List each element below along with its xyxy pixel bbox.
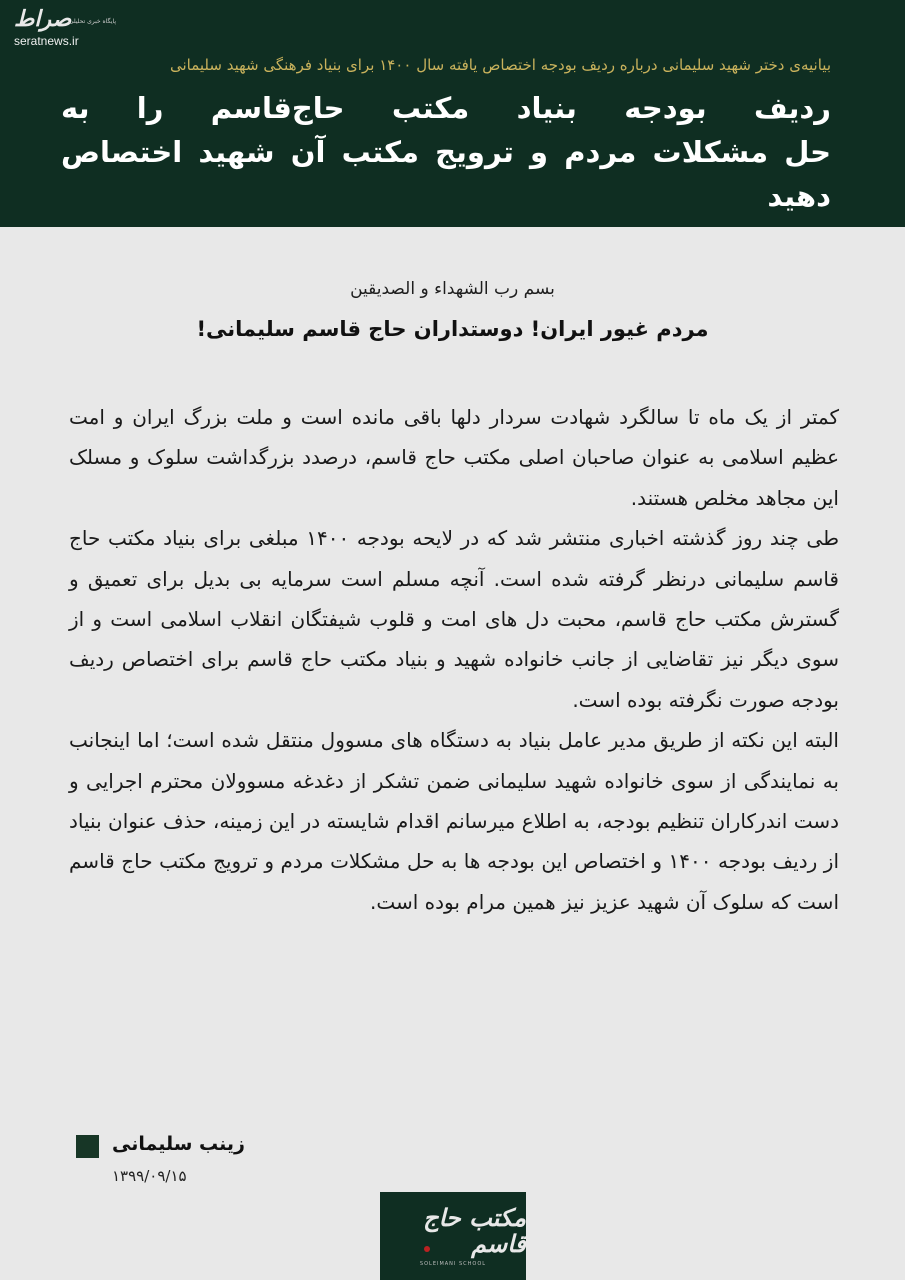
footer-logo-caption: SOLEIMANI SCHOOL <box>419 1261 487 1267</box>
signature-date: ۱۳۹۹/۰۹/۱۵ <box>112 1167 187 1185</box>
header-title-line-2: حل مشکلات مردم و ترویج مکتب آن شهید اختصاص دهید <box>61 135 831 213</box>
paragraph-2: طی چند روز گذشته اخباری منتشر شد که در لایحه بودجه ۱۴۰۰ مبلغی برای بنیاد مکتب حاج قاسم سلیمانی درنظر گرفته شده است. آنچه مسلم است سرمایه بی بدیل برای تعمیق و گسترش مکتب حاج قاسم، محبت دل های امت و قلوب شیفتگان انقلاب اسلامی است و از سوی دیگر نیز تقاضایی از جانب خانواده شهید و بنیاد مکتب حاج قاسم برای اختصاص ردیف بودجه صورت نگرفته بوده است. <box>69 526 839 712</box>
header-banner <box>0 0 905 227</box>
paragraph-3: البته این نکته از طریق مدیر عامل بنیاد به دستگاه های مسوول منتقل شده است؛ اما اینجانب به نمایندگی از سوی خانواده شهید سلیمانی ضمن تشکر از دغدغه مسوولان محترم اجرایی و دست اندرکاران تنظیم بودجه، به اطلاع میرسانم اقدام شایسته در این زمینه، حذف عنوان بنیاد از ردیف بودجه ۱۴۰۰ و اختصاص این بودجه ها به حل مشکلات مردم و ترویج مکتب حاج قاسم است که سلوک آن شهید عزیز نیز همین مرام بوده است. <box>69 728 840 914</box>
soleimani-school-logo-mark: مکتب حاج قاسم <box>423 1203 526 1258</box>
header-title <box>61 86 831 218</box>
brand-logo[interactable] <box>14 8 124 48</box>
serat-logo-mark: صراط <box>14 6 72 32</box>
brand-tagline: پایگاه خبری تحلیلی <box>68 18 116 25</box>
footer-logo-dot-icon <box>424 1246 430 1252</box>
signature-square-icon <box>76 1135 99 1158</box>
letter-body <box>0 227 905 1280</box>
footer-logo <box>380 1192 526 1280</box>
paragraph-1: کمتر از یک ماه تا سالگرد شهادت سردار دلها باقی مانده است و ملت بزرگ ایران و امت عظیم اسلامی به عنوان صاحبان اصلی مکتب حاج قاسم، درصدد بزرگداشت سلوک و مسلک این مجاهد مخلص هستند. <box>69 405 839 510</box>
signature-name: زینب سلیمانی <box>112 1133 245 1155</box>
header-title-line-1: ردیف بودجه بنیاد مکتب حاج‌قاسم را به <box>61 91 831 125</box>
basmala: بسم رب الشهداء و الصدیقین <box>350 279 555 299</box>
header-subtitle: بیانیه‌ی دختر شهید سلیمانی درباره ردیف بودجه اختصاص یافته سال ۱۴۰۰ برای بنیاد فرهنگی شهید سلیمانی <box>169 56 831 74</box>
letter-text <box>69 397 839 922</box>
brand-url: seratnews.ir <box>14 34 79 48</box>
salutation: مردم غیور ایران! دوستداران حاج قاسم سلیمانی! <box>196 317 709 341</box>
